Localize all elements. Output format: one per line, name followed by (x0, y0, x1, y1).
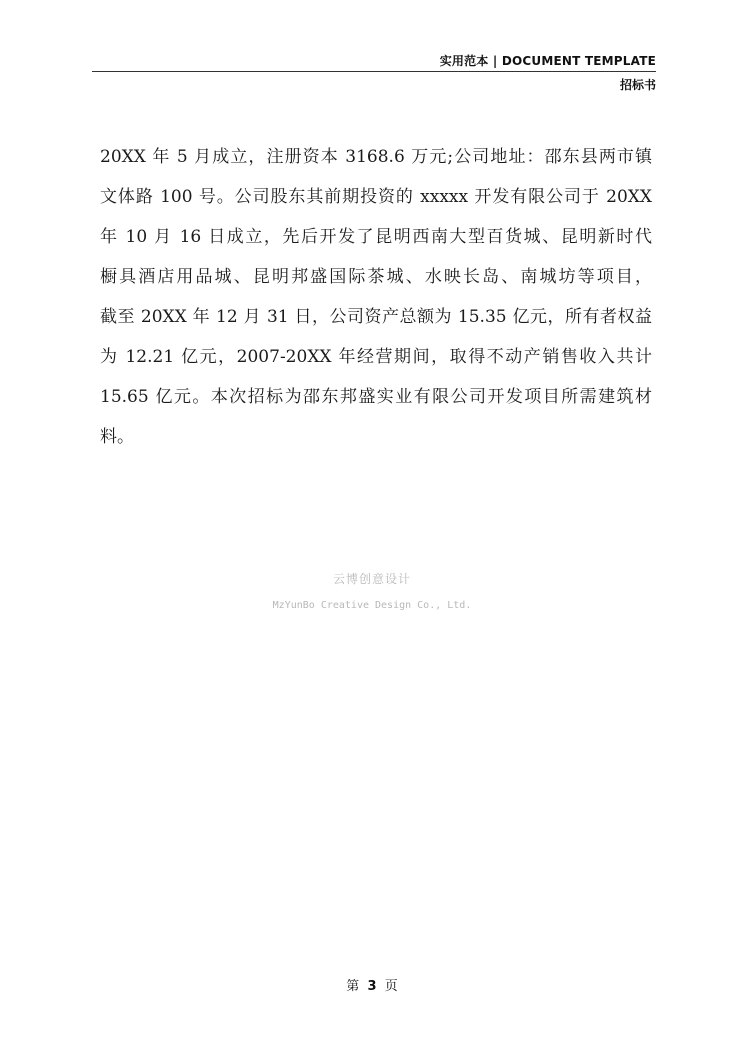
header-title: 实用范本 | DOCUMENT TEMPLATE (439, 54, 656, 68)
body-line-6: 为 12.21 亿元，2007-20XX 年经营期间，取得不动产销售收入共计 (100, 347, 652, 367)
header-subtitle: 招标书 (619, 78, 656, 92)
watermark-company-en: MzYunBo Creative Design Co., Ltd. (272, 600, 472, 611)
body-line-4: 橱具酒店用品城、昆明邦盛国际茶城、水映长岛、南城坊等项目， (100, 267, 652, 287)
body-line-2: 文体路 100 号。公司股东其前期投资的 xxxxx 开发有限公司于 20XX (100, 187, 652, 207)
page-number-value: 3 (367, 979, 377, 994)
body-paragraph (100, 137, 652, 457)
page-number (0, 975, 744, 994)
page-number-prefix: 第 (346, 979, 360, 994)
body-line-1: 20XX 年 5 月成立，注册资本 3168.6 万元;公司地址：邵东县两市镇 (100, 147, 652, 167)
body-line-5: 截至 20XX 年 12 月 31 日，公司资产总额为 15.35 亿元，所有者权益 (100, 307, 652, 327)
watermark-company-cn: 云博创意设计 (332, 572, 411, 586)
body-line-8: 料。 (100, 427, 134, 447)
page-number-suffix: 页 (384, 979, 398, 994)
body-line-7: 15.65 亿元。本次招标为邵东邦盛实业有限公司开发项目所需建筑材 (100, 387, 652, 407)
body-line-3: 年 10 月 16 日成立，先后开发了昆明西南大型百货城、昆明新时代 (100, 227, 652, 247)
header-divider (92, 71, 656, 72)
